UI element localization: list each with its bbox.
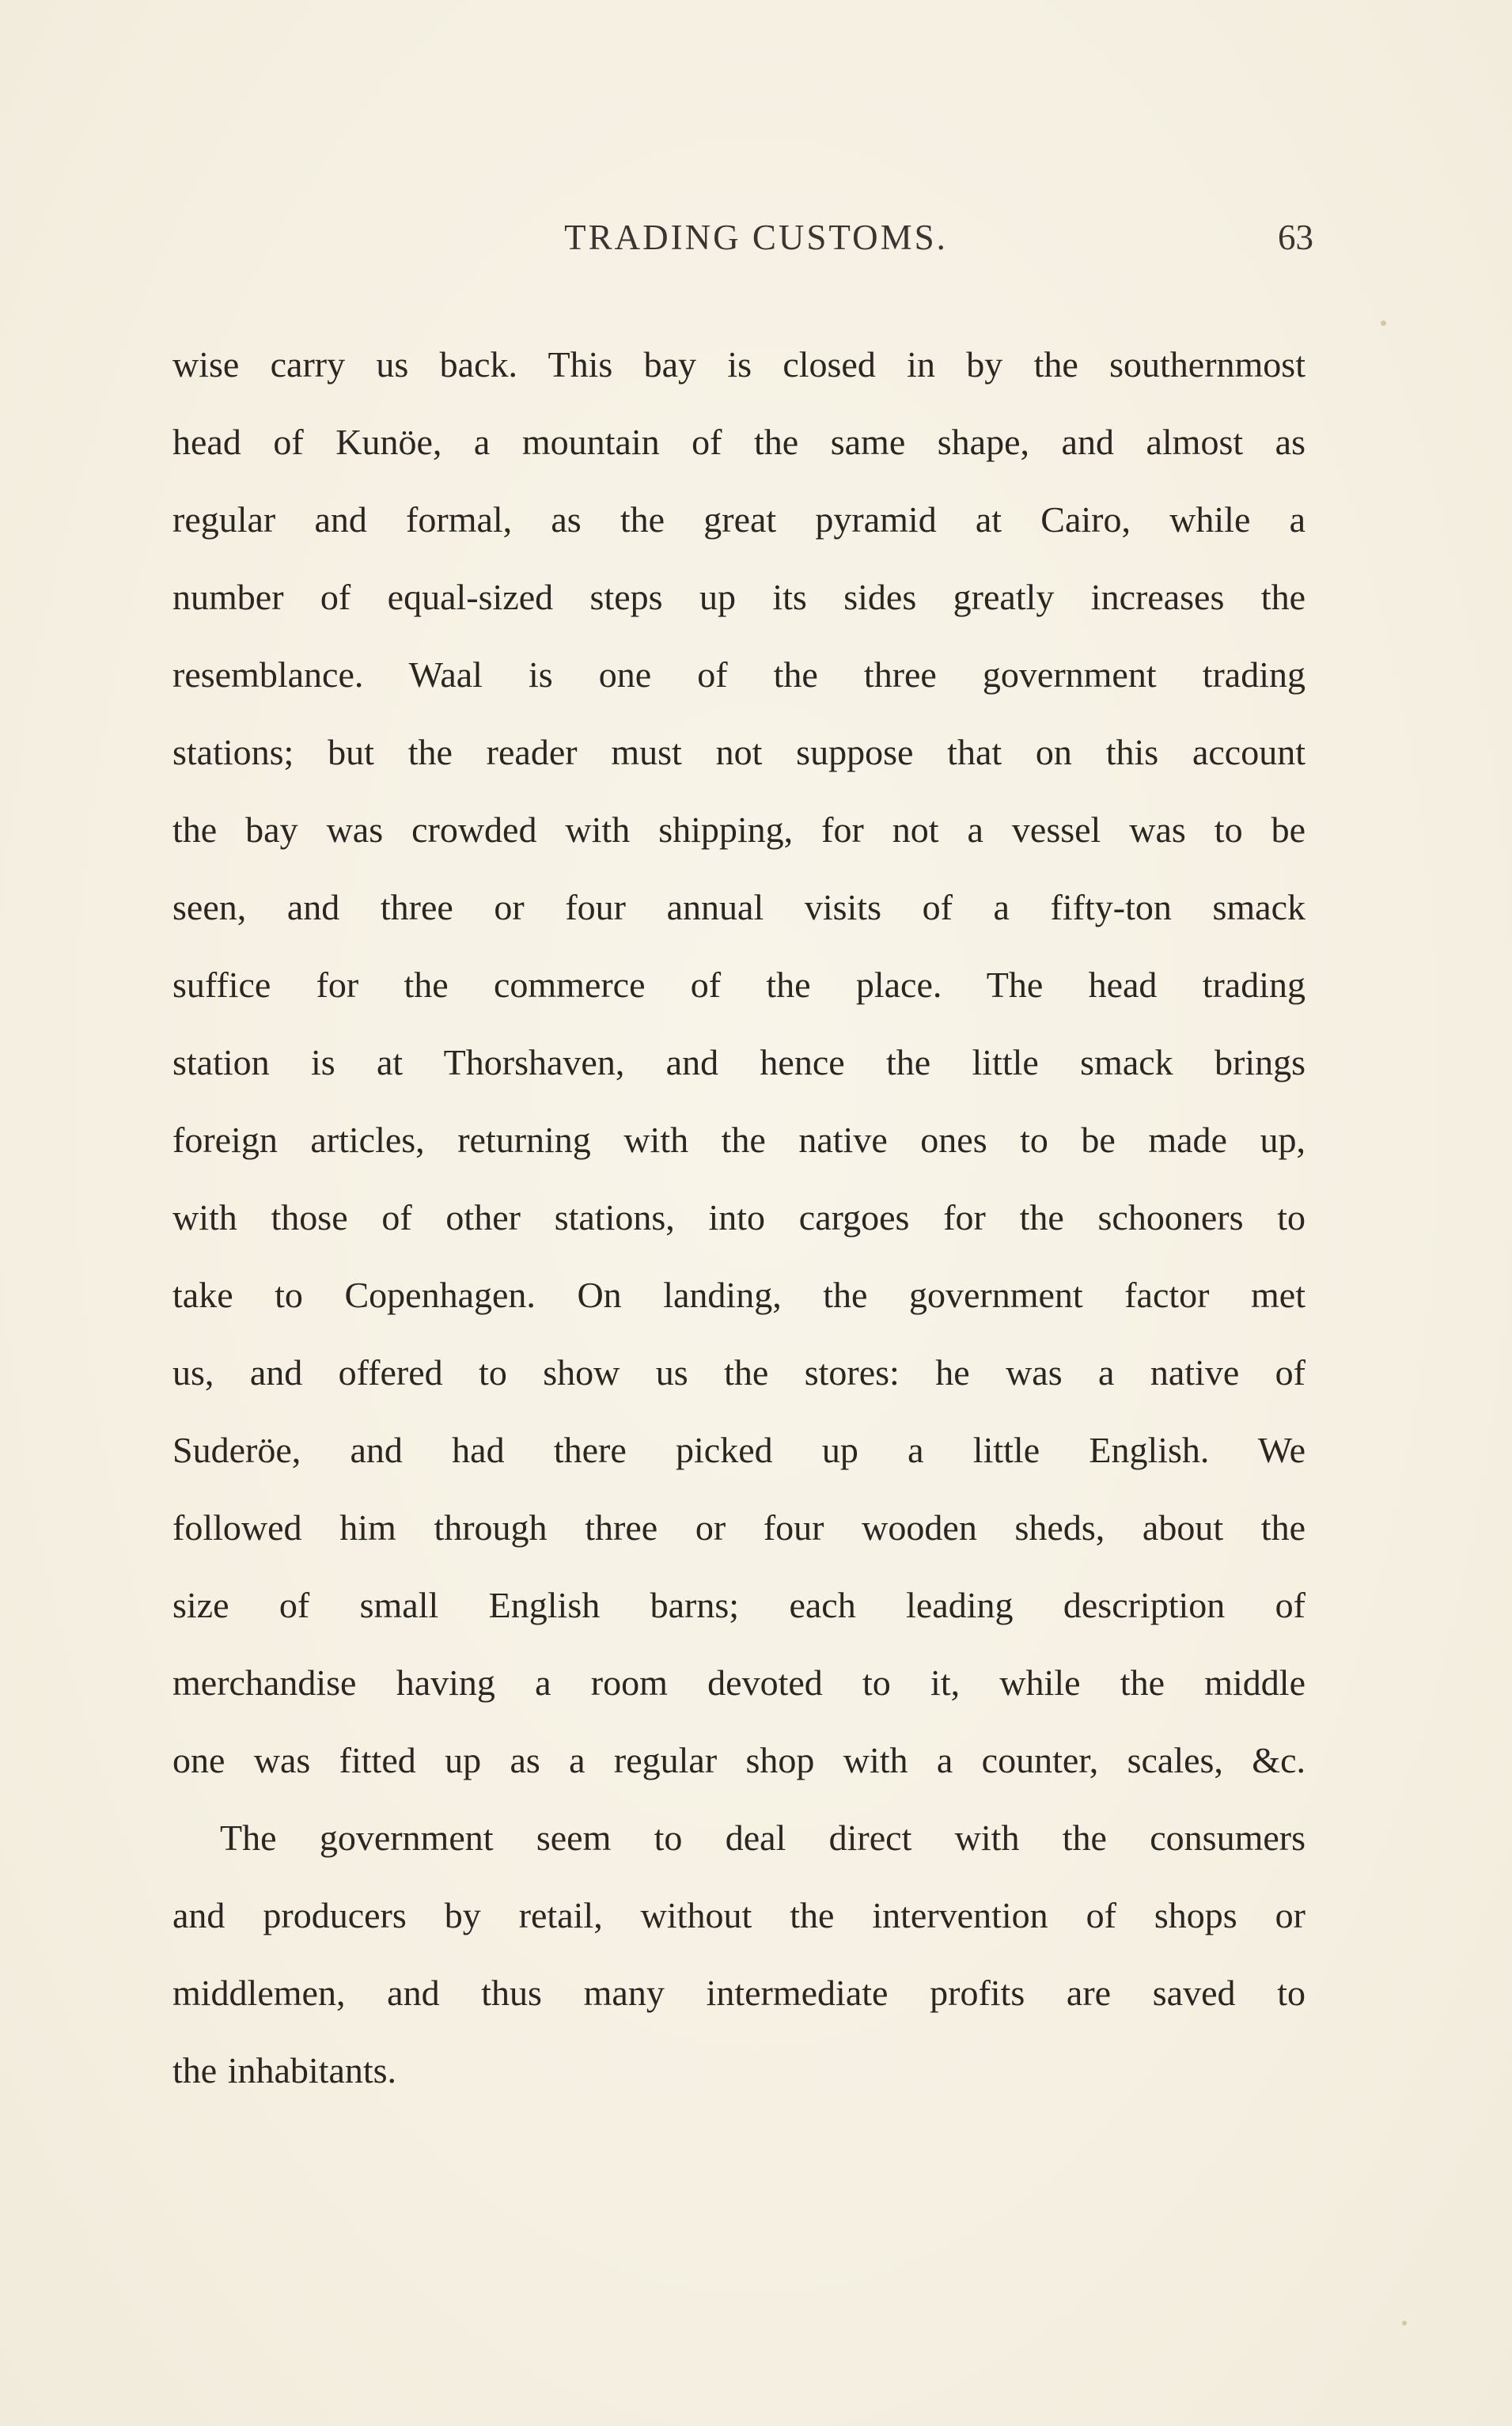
text-line: foreign articles, returning with the native ones to be made up,: [172, 1120, 1305, 1160]
text-line: suffice for the commerce of the place. The head trading: [172, 965, 1305, 1005]
text-line: size of small English barns; each leading description of: [172, 1585, 1305, 1625]
text-line: middlemen, and thus many intermediate profits are saved to: [172, 1973, 1305, 2013]
text-line: stations; but the reader must not suppose that on this account: [172, 732, 1305, 772]
page-number: 63: [1278, 218, 1313, 257]
text-line: take to Copenhagen. On landing, the government factor met: [172, 1275, 1305, 1315]
text-line: seen, and three or four annual visits of a fifty-ton smack: [172, 887, 1305, 927]
text-line: merchandise having a room devoted to it, while the middle: [172, 1662, 1305, 1703]
text-line: us, and offered to show us the stores: he was a native of: [172, 1352, 1305, 1393]
running-head: [0, 214, 1512, 261]
text-line: one was fitted up as a regular shop with a counter, scales, &c.: [172, 1740, 1305, 1780]
text-line: wise carry us back. This bay is closed in by the southernmost: [172, 344, 1305, 385]
paper-speck: [1381, 320, 1386, 326]
text-line: head of Kunöe, a mountain of the same shape, and almost as: [172, 422, 1305, 462]
text-line: followed him through three or four wooden sheds, about the: [172, 1507, 1305, 1548]
text-line: resemblance. Waal is one of the three government trading: [172, 654, 1305, 695]
text-line: station is at Thorshaven, and hence the little smack brings: [172, 1042, 1305, 1082]
text-line: Suderöe, and had there picked up a little English. We: [172, 1430, 1305, 1470]
text-line: and producers by retail, without the intervention of shops or: [172, 1895, 1305, 1935]
text-line: number of equal-sized steps up its sides greatly increases the: [172, 577, 1305, 617]
text-line: the inhabitants.: [172, 2050, 397, 2091]
text-line: with those of other stations, into cargoes for the schooners to: [172, 1197, 1305, 1238]
paper-speck: [1402, 2321, 1407, 2326]
text-line: the bay was crowded with shipping, for not a vessel was to be: [172, 809, 1305, 850]
running-title: TRADING CUSTOMS.: [564, 218, 948, 257]
body-text: [172, 326, 1305, 2109]
text-line: regular and formal, as the great pyramid at Cairo, while a: [172, 499, 1305, 540]
text-line: The government seem to deal direct with the consumers: [220, 1818, 1305, 1858]
